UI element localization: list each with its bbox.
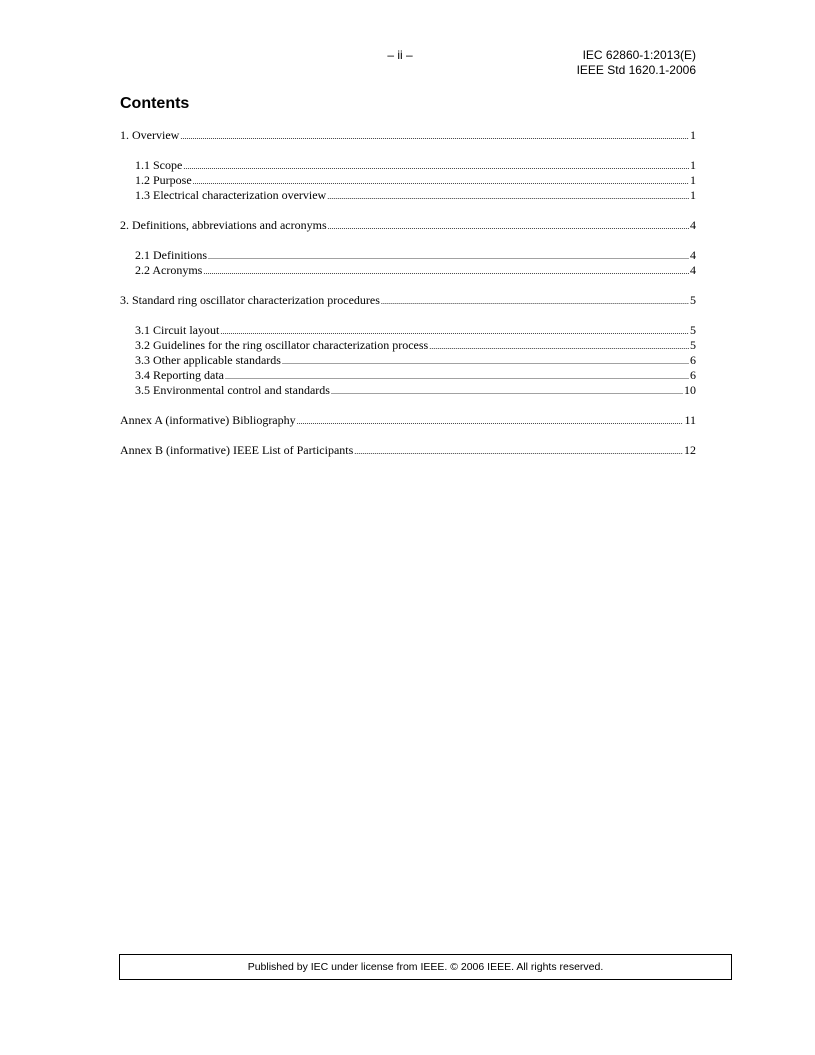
toc-dot-leader [331,383,683,399]
toc-entry-title: 3.5 Environmental control and standards [135,383,330,397]
toc-entry-title: 1.3 Electrical characterization overview [135,188,327,202]
toc-dot-leader [282,353,689,369]
toc-entry-title: 3.2 Guidelines for the ring oscillator characterization process [135,338,429,352]
page-number: – ii – [387,48,413,62]
standard-id-iec: IEC 62860-1:2013(E) [582,48,696,62]
toc-entry-page: 4 [690,248,696,262]
toc-entry-title: 2.1 Definitions [135,248,207,262]
toc-entry[interactable] [120,443,696,458]
toc-dot-leader [297,413,684,429]
toc-entry-page: 6 [690,368,696,382]
toc-dot-leader [354,443,683,459]
toc-entry-title: 3.1 Circuit layout [135,323,220,337]
toc-entry-page: 5 [690,338,696,352]
toc-entry-page: 10 [684,383,696,397]
toc-entry-title: 1.1 Scope [135,158,183,172]
toc-entry-title: Annex A (informative) Bibliography [120,413,296,427]
toc-entry-title: 2. Definitions, abbreviations and acronyms [120,218,327,232]
toc-entry[interactable] [120,218,696,233]
toc-entry[interactable] [120,323,696,338]
toc-entry-title: 3.3 Other applicable standards [135,353,281,367]
toc-entry-page: 1 [690,173,696,187]
toc-entry-page: 6 [690,353,696,367]
toc-entry[interactable] [120,338,696,353]
toc-entry-title: Annex B (informative) IEEE List of Participants [120,443,354,457]
standard-id-ieee: IEEE Std 1620.1-2006 [576,63,696,77]
toc-dot-leader [327,188,689,204]
toc-entry-page: 1 [690,188,696,202]
standard-ids [400,48,696,78]
toc-dot-leader [381,293,689,309]
footer-text: Published by IEC under license from IEEE. © 2006 IEEE. All rights reserved. [247,961,604,973]
toc-entry-title: 2.2 Acronyms [135,263,203,277]
toc-entry[interactable] [120,248,696,263]
toc-dot-leader [328,218,689,234]
toc-entry[interactable] [120,383,696,398]
toc-entry[interactable] [120,158,696,173]
toc-entry-page: 5 [690,293,696,307]
toc-dot-leader [429,338,689,354]
contents-title: Contents [120,95,190,112]
toc-entry-title: 3.4 Reporting data [135,368,224,382]
table-of-contents [120,128,696,458]
toc-entry-page: 4 [690,218,696,232]
toc-entry[interactable] [120,263,696,278]
toc-entry[interactable] [120,413,696,428]
toc-dot-leader [203,263,689,279]
toc-dot-leader [220,323,689,339]
toc-dot-leader [193,173,689,189]
toc-entry-title: 1. Overview [120,128,180,142]
toc-entry[interactable] [120,173,696,188]
toc-entry[interactable] [120,128,696,143]
toc-entry-page: 1 [690,158,696,172]
toc-dot-leader [180,128,689,144]
toc-entry-page: 4 [690,263,696,277]
toc-entry[interactable] [120,188,696,203]
toc-entry[interactable] [120,368,696,383]
copyright-footer [119,954,732,980]
toc-entry-page: 1 [690,128,696,142]
toc-dot-leader [183,158,689,174]
toc-dot-leader [208,248,689,264]
toc-dot-leader [225,368,689,384]
toc-entry-page: 5 [690,323,696,337]
toc-entry-title: 3. Standard ring oscillator characterization procedures [120,293,380,307]
toc-entry[interactable] [120,293,696,308]
toc-entry[interactable] [120,353,696,368]
toc-entry-title: 1.2 Purpose [135,173,192,187]
toc-entry-page: 11 [684,413,696,427]
toc-entry-page: 12 [684,443,696,457]
